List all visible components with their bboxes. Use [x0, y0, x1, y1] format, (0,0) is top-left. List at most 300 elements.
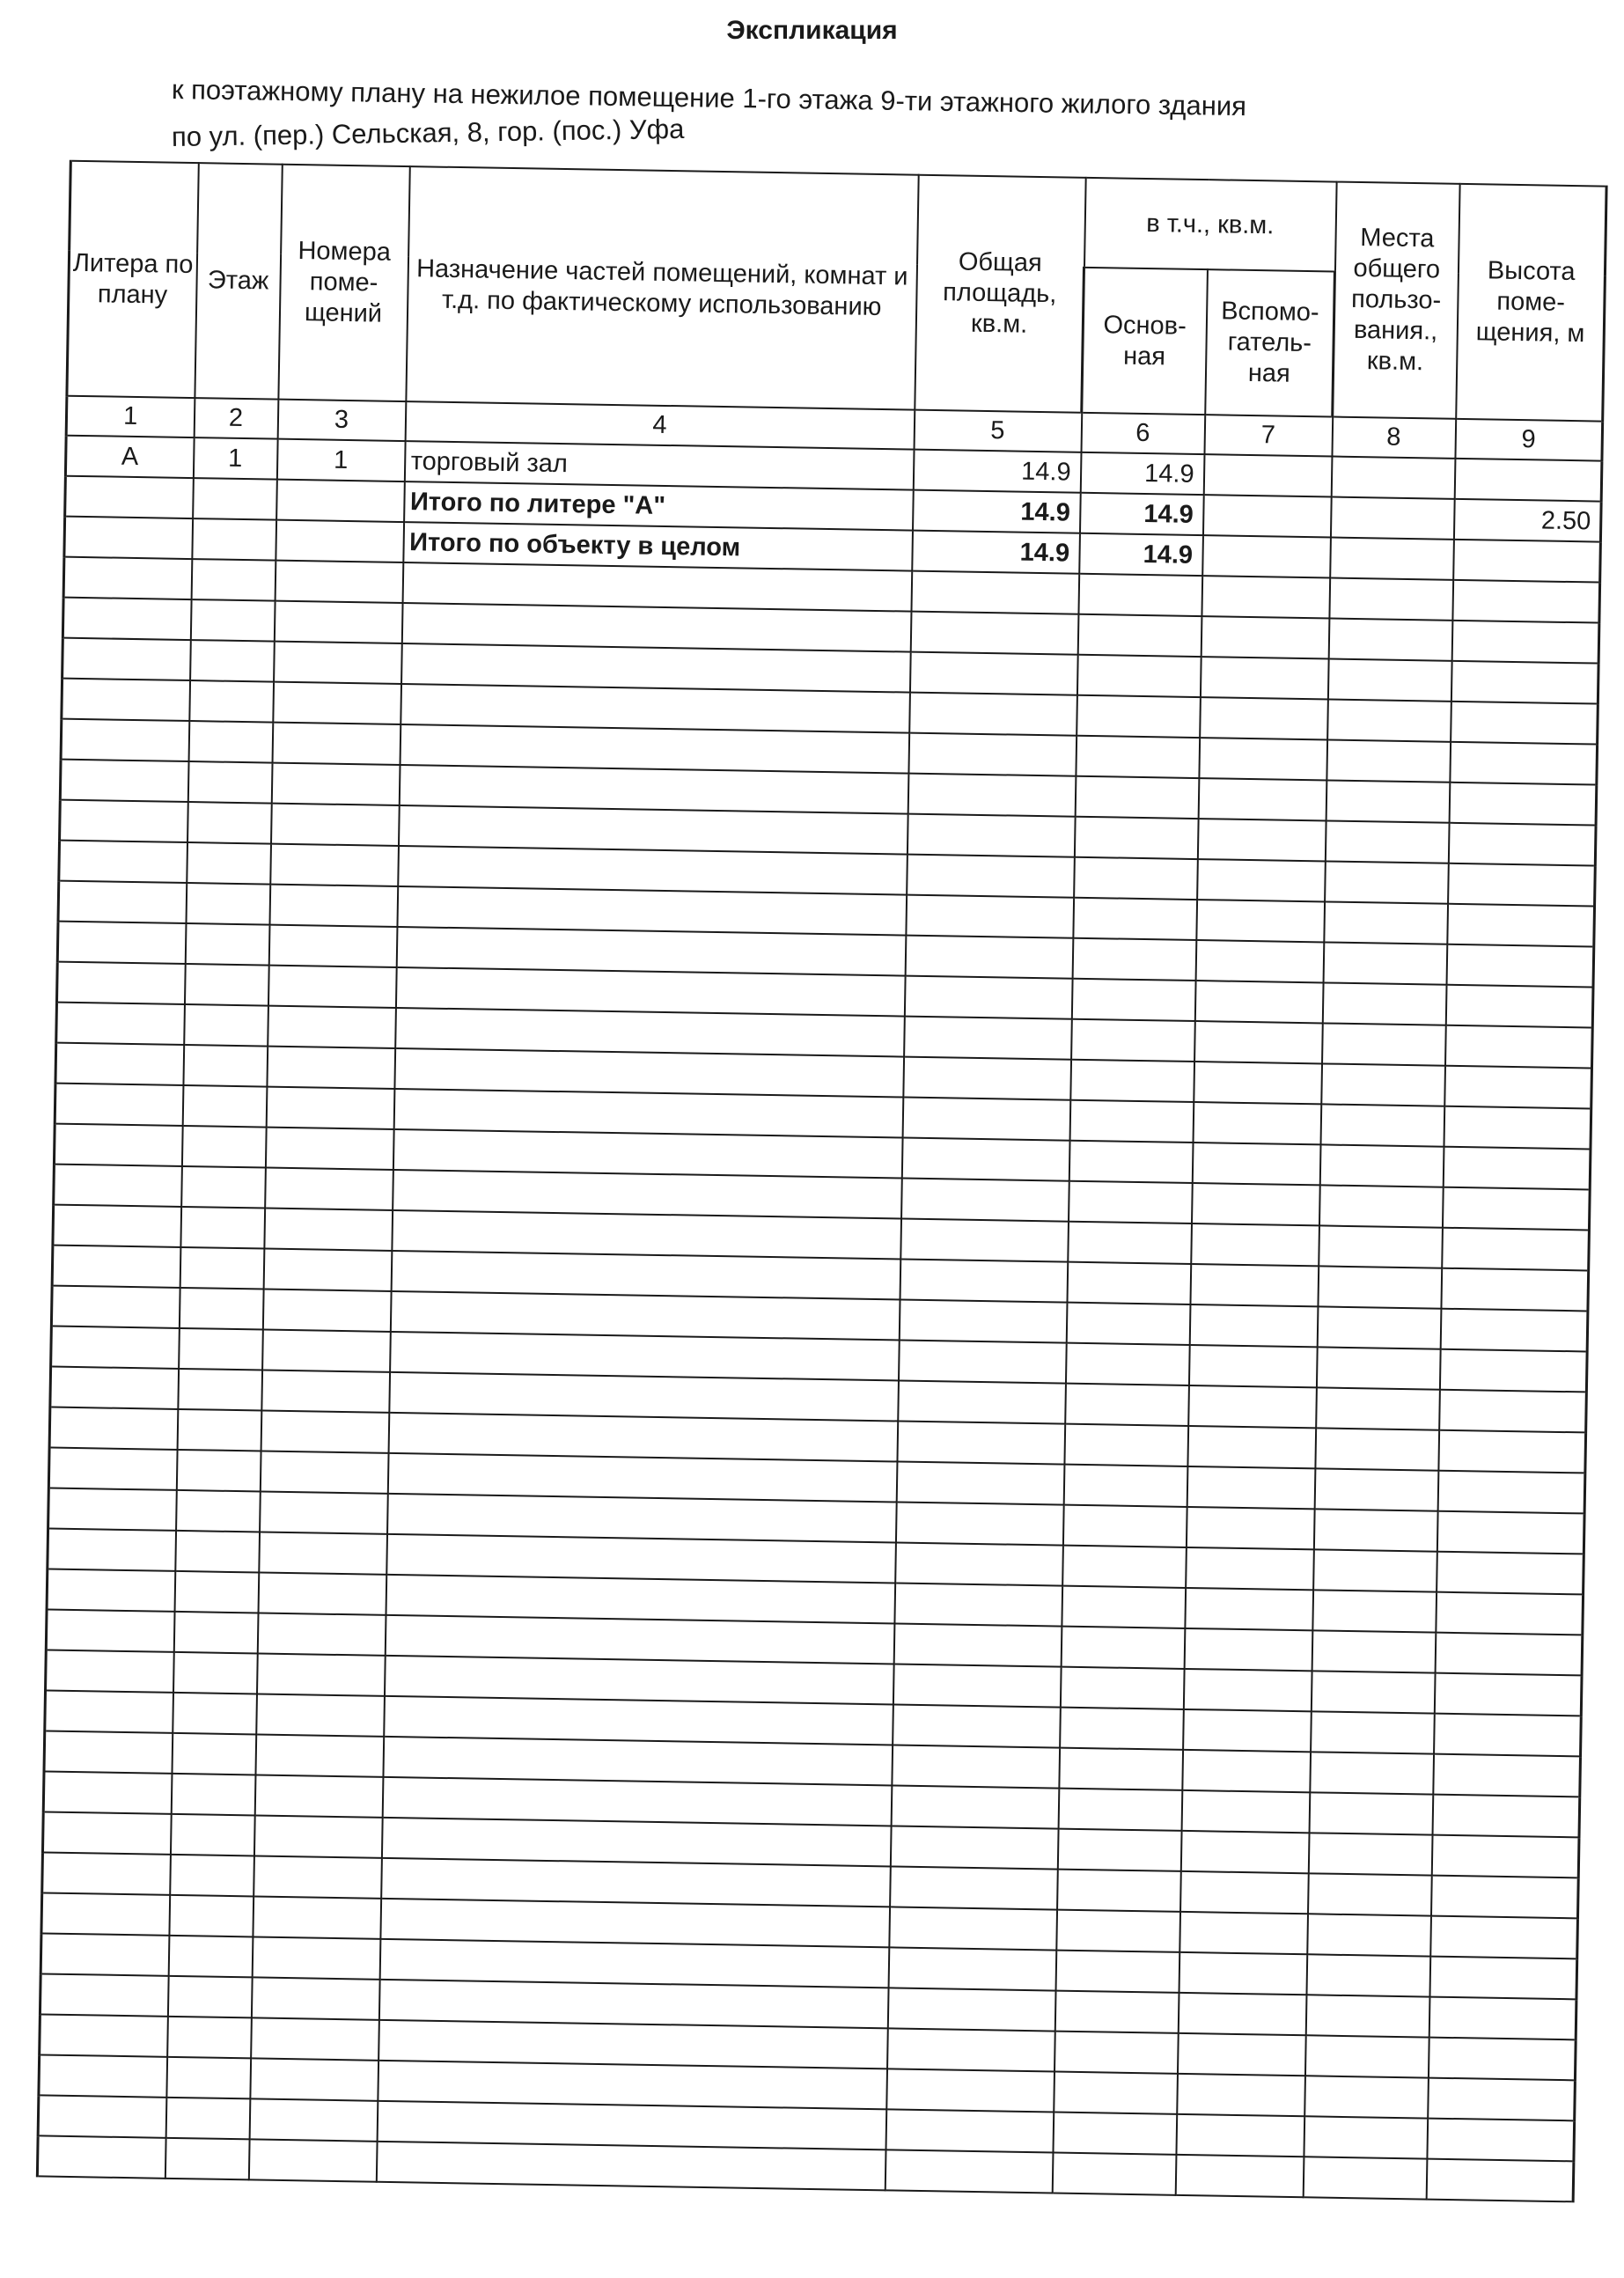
table-cell-empty: [1074, 817, 1198, 859]
table-cell-empty: [905, 936, 1073, 979]
table-cell-empty: [255, 1734, 384, 1776]
table-cell-empty: [51, 1286, 180, 1328]
table-cell-empty: [1052, 2153, 1176, 2195]
table-cell-empty: [168, 1936, 253, 1978]
table-cell-empty: [891, 1785, 1059, 1828]
table-cell-empty: [1429, 1997, 1576, 2040]
header-main: Основ-ная: [1082, 268, 1208, 415]
table-cell-empty: [893, 1704, 1061, 1747]
table-cell-empty: [183, 1045, 268, 1087]
table-cell-empty: [1188, 1345, 1317, 1387]
table-cell-empty: [1304, 2116, 1428, 2158]
table-cell-empty: [184, 1004, 268, 1047]
table-cell-empty: [1201, 616, 1329, 658]
table-cell-empty: [1327, 658, 1451, 701]
table-cell-empty: [1431, 1876, 1579, 1919]
table-cell-empty: [176, 1490, 261, 1532]
cell-height: [1454, 459, 1602, 502]
table-cell-empty: [260, 1451, 388, 1493]
table-cell-empty: [1194, 1062, 1322, 1104]
table-cell-empty: [1323, 942, 1447, 984]
table-cell-empty: [1177, 2033, 1305, 2076]
table-cell-empty: [1437, 1471, 1585, 1514]
table-cell-empty: [1062, 1546, 1187, 1588]
column-number: 7: [1204, 415, 1333, 456]
cell-auxiliary: [1203, 454, 1332, 496]
cell-main: 14.9: [1079, 533, 1203, 576]
table-cell-empty: [174, 1571, 259, 1613]
table-cell-empty: [907, 814, 1075, 857]
table-cell-empty: [188, 721, 273, 763]
table-cell-empty: [1195, 940, 1324, 982]
table-cell-empty: [166, 2057, 251, 2099]
table-cell-empty: [1178, 1993, 1306, 2035]
table-cell-empty: [1304, 2035, 1429, 2077]
subtitle-line-1: к поэтажному плану на нежилое помещение 1-го этажа 9-ти этажного жилого здания: [171, 74, 1247, 122]
table-cell-empty: [1191, 1183, 1319, 1225]
table-cell-empty: [40, 2014, 168, 2056]
table-cell-empty: [274, 642, 402, 684]
table-cell-empty: [185, 923, 269, 966]
table-cell-empty: [1071, 979, 1195, 1021]
table-cell-empty: [904, 1017, 1072, 1060]
table-cell-empty: [190, 640, 275, 682]
table-cell-empty: [56, 962, 185, 1004]
table-cell-empty: [262, 1330, 391, 1372]
table-cell-empty: [273, 682, 401, 724]
document-title: Экспликация: [726, 16, 898, 45]
table-cell-empty: [1066, 1303, 1190, 1345]
table-cell-empty: [1318, 1266, 1442, 1308]
table-cell-empty: [1435, 1633, 1583, 1676]
cell-room-number: 1: [276, 439, 405, 481]
table-cell-empty: [1054, 1991, 1179, 2033]
table-cell-empty: [46, 1650, 174, 1692]
table-cell-empty: [180, 1247, 264, 1290]
table-cell-empty: [1327, 699, 1451, 741]
table-cell-empty: [170, 1814, 254, 1856]
table-cell-empty: [1304, 2076, 1429, 2118]
table-cell-empty: [1439, 1349, 1587, 1393]
cell-litera: [65, 476, 194, 518]
table-cell-empty: [176, 1450, 261, 1492]
column-number: 4: [405, 401, 915, 450]
table-cell-empty: [58, 881, 187, 923]
table-cell-empty: [1445, 1025, 1593, 1069]
cell-total-area: 14.9: [913, 450, 1081, 493]
table-cell-empty: [1442, 1228, 1590, 1271]
table-cell-empty: [1427, 2119, 1575, 2162]
column-number: 2: [194, 398, 278, 439]
table-cell-empty: [59, 841, 187, 883]
table-cell-empty: [55, 1084, 183, 1126]
table-cell-empty: [1062, 1505, 1187, 1547]
table-cell-empty: [1447, 904, 1595, 947]
table-cell-empty: [178, 1369, 262, 1411]
header-total-area: Общая площадь, кв.м.: [915, 175, 1085, 413]
table-cell-empty: [1329, 577, 1453, 620]
header-room-numbers: Номера поме-щений: [278, 165, 409, 401]
cell-room-number: [276, 520, 404, 562]
table-cell-empty: [1322, 982, 1446, 1025]
column-number: 6: [1081, 413, 1205, 454]
table-cell-empty: [1320, 1104, 1444, 1146]
table-cell-empty: [1319, 1185, 1443, 1227]
table-cell-empty: [1311, 1671, 1435, 1713]
table-cell-empty: [60, 760, 188, 802]
table-cell-empty: [894, 1583, 1062, 1626]
table-cell-empty: [1055, 1951, 1179, 1993]
table-cell-empty: [251, 1977, 379, 2019]
table-cell-empty: [1200, 697, 1328, 739]
table-cell-empty: [1181, 1790, 1310, 1833]
subtitle-line-2: по ул. (пер.) Сельская, 8, гор. (пос.) Уфа: [171, 113, 685, 152]
table-cell-empty: [1072, 938, 1196, 981]
table-cell-empty: [187, 802, 272, 844]
table-cell-empty: [172, 1733, 256, 1775]
table-cell-empty: [191, 559, 276, 601]
table-cell-empty: [1449, 783, 1597, 826]
table-cell-empty: [180, 1207, 265, 1249]
table-cell-empty: [1187, 1426, 1316, 1468]
table-cell-empty: [1185, 1588, 1313, 1630]
table-cell-empty: [900, 1219, 1069, 1262]
table-cell-empty: [1200, 657, 1328, 699]
table-cell-empty: [55, 1043, 184, 1085]
cell-room-number: [276, 480, 405, 522]
table-cell-empty: [1437, 1552, 1584, 1595]
table-cell-empty: [42, 1852, 171, 1894]
table-cell-empty: [895, 1502, 1063, 1545]
table-cell-empty: [275, 561, 403, 603]
header-litera: Литера по плану: [67, 161, 198, 398]
table-cell-empty: [1077, 695, 1201, 738]
table-cell-empty: [46, 1609, 174, 1651]
cell-purpose: Итого по литере "А": [404, 481, 914, 531]
table-cell-empty: [1445, 985, 1593, 1028]
table-cell-empty: [266, 1087, 394, 1129]
table-cell-empty: [1065, 1343, 1189, 1385]
table-cell-empty: [259, 1532, 387, 1574]
cell-common-use: [1331, 457, 1455, 499]
table-cell-empty: [187, 842, 271, 885]
table-cell-empty: [1199, 738, 1327, 780]
table-cell-empty: [1060, 1667, 1184, 1709]
column-number: 1: [66, 396, 195, 437]
table-cell-empty: [186, 883, 270, 925]
table-cell-empty: [1308, 1833, 1432, 1875]
table-cell-empty: [258, 1572, 386, 1614]
table-cell-empty: [1303, 2157, 1427, 2199]
table-cell-empty: [1075, 776, 1199, 819]
table-cell-empty: [1068, 1222, 1192, 1264]
table-cell-empty: [175, 1531, 260, 1573]
header-common-use: Места общего пользо-вания., кв.м.: [1333, 182, 1459, 419]
table-cell-empty: [63, 557, 192, 599]
table-cell-empty: [910, 612, 1078, 655]
table-cell-empty: [1190, 1264, 1319, 1306]
cell-litera: [64, 517, 193, 559]
table-cell-empty: [1444, 1106, 1591, 1150]
table-cell-empty: [890, 1826, 1058, 1869]
table-cell-empty: [1442, 1187, 1590, 1231]
column-number: 8: [1332, 417, 1456, 459]
cell-floor: [193, 478, 277, 520]
table-cell-empty: [895, 1542, 1063, 1585]
table-cell-empty: [1197, 859, 1326, 901]
table-cell-empty: [182, 1085, 267, 1128]
table-cell-empty: [885, 2109, 1054, 2152]
cell-total-area: 14.9: [912, 531, 1080, 574]
table-cell-empty: [47, 1569, 175, 1611]
table-cell-empty: [179, 1328, 263, 1370]
table-cell-empty: [260, 1491, 388, 1533]
table-cell-empty: [1437, 1511, 1584, 1554]
table-cell-empty: [1054, 2072, 1178, 2114]
table-cell-empty: [248, 2139, 377, 2181]
table-cell-empty: [173, 1612, 258, 1654]
table-cell-empty: [261, 1370, 390, 1413]
cell-height: [1453, 540, 1601, 583]
table-cell-empty: [1192, 1143, 1320, 1185]
table-cell-empty: [1193, 1102, 1321, 1144]
table-cell-empty: [1316, 1347, 1440, 1389]
table-cell-empty: [906, 895, 1074, 938]
table-cell-empty: [57, 922, 186, 964]
table-cell-empty: [50, 1367, 179, 1409]
table-cell-empty: [271, 763, 400, 805]
table-cell-empty: [1061, 1627, 1185, 1669]
table-cell-empty: [1069, 1141, 1193, 1183]
column-number: 5: [914, 410, 1082, 452]
cell-floor: [192, 518, 276, 561]
table-cell-empty: [1064, 1424, 1188, 1466]
table-cell-empty: [887, 1988, 1055, 2031]
table-cell-empty: [171, 1774, 255, 1816]
column-number: 3: [277, 400, 406, 441]
table-cell-empty: [56, 1003, 185, 1045]
table-cell-empty: [1078, 574, 1202, 616]
table-cell-empty: [1305, 1995, 1429, 2037]
table-cell-empty: [1428, 2038, 1576, 2081]
table-cell-empty: [1312, 1590, 1437, 1632]
table-cell-empty: [48, 1529, 176, 1571]
table-cell-empty: [1443, 1147, 1591, 1190]
table-cell-empty: [1307, 1914, 1431, 1956]
table-cell-empty: [1077, 655, 1201, 697]
table-cell-empty: [893, 1664, 1061, 1707]
table-cell-empty: [1440, 1309, 1588, 1352]
table-cell-empty: [888, 1947, 1056, 1990]
table-cell-empty: [187, 761, 272, 804]
table-cell-empty: [896, 1461, 1064, 1504]
table-cell-empty: [1184, 1628, 1312, 1671]
table-cell-empty: [177, 1409, 261, 1451]
header-height: Высота поме-щения, м: [1456, 184, 1606, 422]
table-cell-empty: [1451, 661, 1598, 704]
table-cell-empty: [1450, 742, 1598, 785]
column-number: 9: [1455, 419, 1603, 461]
table-cell-empty: [53, 1205, 181, 1247]
table-cell-empty: [1452, 580, 1600, 623]
table-cell-empty: [1179, 1952, 1307, 1995]
table-cell-empty: [898, 1380, 1066, 1423]
table-cell-empty: [170, 1855, 254, 1897]
table-cell-empty: [909, 652, 1077, 695]
explication-table-container: [36, 160, 1605, 2175]
table-cell-empty: [1186, 1507, 1314, 1549]
table-cell-empty: [1321, 1063, 1445, 1106]
table-cell-empty: [51, 1326, 180, 1369]
table-cell-empty: [1198, 778, 1326, 820]
table-cell-empty: [1073, 898, 1197, 940]
table-cell-empty: [889, 1907, 1057, 1950]
table-cell-empty: [892, 1745, 1060, 1788]
table-cell-empty: [1311, 1711, 1435, 1753]
table-cell-empty: [1194, 981, 1323, 1023]
table-cell-empty: [1183, 1709, 1312, 1752]
table-cell-empty: [250, 2058, 378, 2100]
table-cell-empty: [908, 774, 1076, 817]
table-cell-empty: [1326, 780, 1450, 822]
table-cell-empty: [181, 1126, 266, 1168]
table-cell-empty: [1306, 1954, 1430, 1996]
table-cell-empty: [1180, 1831, 1309, 1873]
table-cell-empty: [54, 1165, 182, 1207]
table-cell-empty: [261, 1410, 389, 1452]
table-cell-empty: [181, 1166, 266, 1209]
table-cell-empty: [254, 1855, 382, 1898]
table-cell-empty: [1434, 1714, 1582, 1757]
table-cell-empty: [62, 638, 191, 680]
header-auxiliary: Вспомо-гатель-ная: [1205, 269, 1335, 416]
table-cell-empty: [1316, 1387, 1440, 1429]
table-cell-empty: [1054, 2032, 1179, 2074]
table-cell-empty: [902, 1098, 1070, 1141]
table-cell-empty: [268, 925, 397, 967]
table-cell-empty: [256, 1653, 385, 1695]
explication-table: [36, 160, 1608, 2203]
cell-height: 2.50: [1453, 499, 1601, 542]
table-cell-empty: [1077, 614, 1201, 657]
table-cell-empty: [254, 1815, 382, 1857]
table-cell-empty: [1325, 861, 1449, 903]
table-cell-empty: [264, 1209, 393, 1251]
table-cell-empty: [52, 1246, 180, 1288]
table-cell-empty: [165, 2138, 249, 2180]
table-cell-empty: [1062, 1586, 1186, 1628]
table-cell-empty: [897, 1421, 1065, 1464]
table-cell-empty: [1451, 621, 1599, 664]
cell-total-area: 14.9: [913, 490, 1081, 533]
table-cell-empty: [1059, 1748, 1183, 1790]
table-cell-empty: [1322, 1023, 1446, 1065]
table-cell-empty: [190, 599, 275, 642]
table-cell-empty: [911, 571, 1079, 614]
table-cell-empty: [900, 1260, 1068, 1303]
cell-purpose: торговый зал: [404, 441, 914, 490]
table-cell-empty: [165, 2098, 250, 2140]
table-cell-empty: [48, 1488, 177, 1531]
table-cell-empty: [1196, 900, 1325, 942]
table-cell-empty: [274, 601, 402, 643]
table-cell-empty: [1451, 702, 1598, 745]
table-cell-empty: [48, 1448, 177, 1490]
cell-litera: А: [65, 436, 194, 478]
table-cell-empty: [1314, 1468, 1438, 1510]
table-cell-empty: [54, 1124, 182, 1166]
table-cell-empty: [1325, 820, 1449, 863]
table-cell-empty: [37, 2135, 165, 2178]
table-cell-empty: [1426, 2159, 1574, 2202]
header-including-group: в т.ч., кв.м.: [1084, 178, 1336, 272]
table-cell-empty: [1065, 1384, 1189, 1426]
table-cell-empty: [1060, 1708, 1184, 1750]
table-cell-empty: [173, 1693, 257, 1735]
table-cell-empty: [1438, 1430, 1586, 1473]
table-cell-empty: [268, 1006, 396, 1048]
table-cell-empty: [1186, 1547, 1314, 1590]
table-cell-empty: [1428, 2078, 1576, 2121]
table-cell-empty: [251, 2017, 379, 2060]
table-cell-empty: [265, 1128, 393, 1170]
table-cell-empty: [904, 976, 1072, 1019]
table-cell-empty: [173, 1652, 258, 1694]
table-cell-empty: [1326, 739, 1451, 782]
table-cell-empty: [1431, 1835, 1579, 1878]
table-cell-empty: [272, 723, 400, 765]
table-cell-empty: [1436, 1592, 1584, 1635]
table-cell-empty: [1313, 1509, 1437, 1551]
table-cell-empty: [49, 1407, 178, 1450]
table-cell-empty: [1180, 1871, 1309, 1914]
table-cell-empty: [1053, 2113, 1177, 2155]
table-cell-empty: [167, 1976, 252, 2018]
table-cell-empty: [909, 693, 1077, 736]
table-cell-empty: [1176, 2114, 1304, 2157]
table-cell-empty: [1201, 576, 1330, 618]
table-cell-empty: [169, 1895, 254, 1937]
table-cell-empty: [1313, 1549, 1437, 1591]
table-cell-empty: [1319, 1225, 1443, 1268]
table-cell-empty: [38, 2095, 166, 2137]
table-cell-empty: [40, 1933, 169, 1975]
table-cell-empty: [1432, 1795, 1580, 1838]
table-cell-empty: [1328, 618, 1452, 660]
cell-floor: 1: [193, 437, 277, 480]
table-cell-empty: [376, 2142, 885, 2191]
table-cell-empty: [189, 680, 274, 723]
table-cell-empty: [43, 1771, 172, 1813]
table-cell-empty: [1444, 1066, 1592, 1109]
table-cell-empty: [1074, 857, 1198, 900]
table-cell-empty: [45, 1690, 173, 1732]
table-cell-empty: [1312, 1630, 1436, 1672]
table-cell-empty: [1189, 1304, 1318, 1347]
table-cell-empty: [1433, 1754, 1581, 1797]
table-cell-empty: [1309, 1792, 1433, 1834]
table-cell-empty: [890, 1866, 1058, 1909]
table-cell-empty: [1446, 944, 1594, 988]
table-cell-empty: [1187, 1466, 1315, 1509]
table-cell-empty: [1071, 1019, 1195, 1062]
table-cell-empty: [1194, 1021, 1323, 1063]
table-cell-empty: [1315, 1428, 1439, 1470]
table-cell-empty: [184, 964, 268, 1006]
table-cell-empty: [41, 1892, 170, 1935]
table-cell-empty: [1175, 2155, 1304, 2197]
table-cell-empty: [1191, 1224, 1319, 1266]
